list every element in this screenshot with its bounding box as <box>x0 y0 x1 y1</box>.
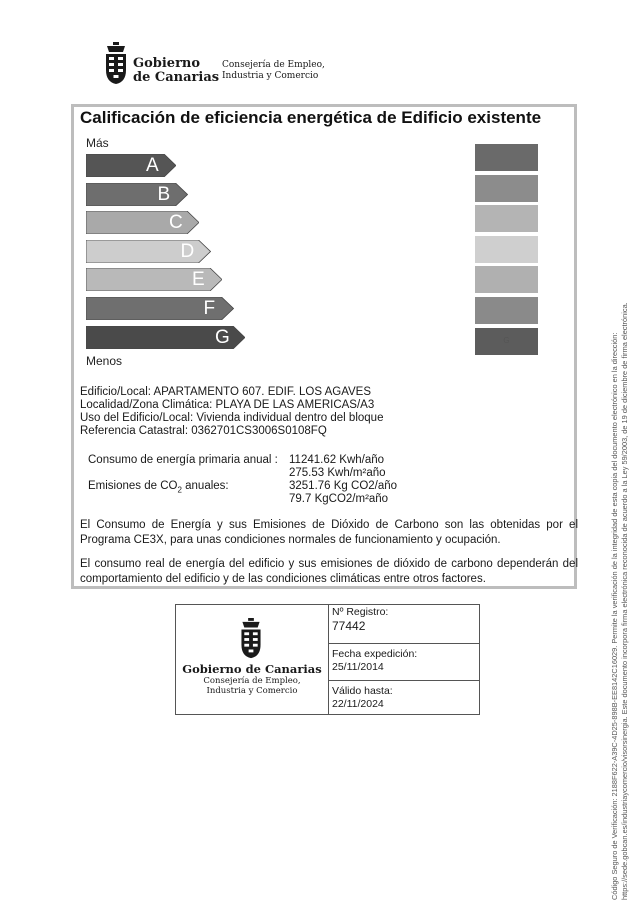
energy-grade-arrow-a <box>86 154 176 177</box>
emissions-label <box>88 479 229 497</box>
emissions-label-prefix: Emisiones de CO <box>88 480 178 492</box>
registration-dept <box>176 676 328 696</box>
expedicion-value: 25/11/2014 <box>332 661 384 673</box>
building-name: Edificio/Local: APARTAMENTO 607. EDIF. LOS AGAVES <box>80 386 372 398</box>
verification-line-2: https://sede.gobcan.es/industriaycomercio/visorsinergia. Este documento incorpora firma electrónica reconocida de acuerdo a la Ley 59/2003, de 19 de diciembre de firma electrónica. <box>619 302 629 900</box>
gobierno-name-line1: Gobierno <box>133 56 201 71</box>
building-use: Uso del Edificio/Local: Vivienda individual dentro del bloque <box>80 412 384 424</box>
consejeria-name <box>222 60 325 82</box>
rating-swatch-1 <box>475 144 538 171</box>
gobierno-canarias-crest-icon <box>104 42 128 86</box>
certificate-title: Calificación de eficiencia energética de Edificio existente <box>80 108 542 127</box>
registration-dept-line2: Industria y Comercio <box>206 686 298 696</box>
energy-grade-letter-b: B <box>157 183 171 205</box>
building-location: Localidad/Zona Climática: PLAYA DE LAS AMERICAS/A3 <box>80 399 375 411</box>
rating-swatch-6 <box>475 297 538 324</box>
energy-grade-d <box>86 240 211 263</box>
energy-consumption-total: 11241.62 Kwh/año <box>289 454 385 466</box>
consejeria-line1: Consejería de Empleo, <box>222 60 325 70</box>
energy-grade-letter-f: F <box>203 298 216 319</box>
energy-grade-b <box>86 183 188 206</box>
emissions-label-subscript: 2 <box>177 485 182 495</box>
emissions-per-m2: 79.7 KgCO2/m²año <box>289 493 389 505</box>
energy-grade-letter-d: D <box>180 240 195 262</box>
consejeria-line2: Industria y Comercio <box>222 71 319 81</box>
registro-label: Nº Registro: <box>332 606 389 618</box>
registration-row-divider-2 <box>328 680 480 681</box>
gobierno-name-line2: de Canarias <box>133 70 220 85</box>
registration-dept-line1: Consejería de Empleo, <box>203 676 301 686</box>
cadastral-reference: Referencia Catastral: 0362701CS3006S0108FQ <box>80 425 327 437</box>
energy-grade-e <box>86 268 222 291</box>
verification-line-1: Código Seguro de Verificación: 2188F622-A39C-4D25-898B-EE8142C16029. Permite la verificación de la integridad de esta copia del documento electrónico en la dirección: <box>610 332 619 900</box>
disclaimer-paragraph-2: El consumo real de energía del edificio y sus emisiones de dióxido de carbono dependerán del comportamiento del edificio y de las condiciones climáticas entre otros factores. <box>80 558 578 585</box>
registration-crest-icon <box>239 618 263 660</box>
scale-more-label: Más <box>86 136 109 150</box>
energy-consumption-label: Consumo de energía primaria anual : <box>88 454 278 466</box>
rating-swatch-7 <box>475 328 538 355</box>
energy-grade-arrow-b <box>86 183 188 206</box>
emissions-total: 3251.76 Kg CO2/año <box>289 480 398 492</box>
gobierno-name <box>133 57 219 85</box>
emissions-label-suffix: anuales: <box>181 480 229 492</box>
registration-row-divider-1 <box>328 643 480 644</box>
registration-divider <box>328 604 329 715</box>
energy-consumption-per-m2: 275.53 Kwh/m²año <box>289 467 386 479</box>
verification-side-note <box>610 155 629 900</box>
registro-value: 77442 <box>332 619 366 633</box>
energy-grade-f <box>86 297 234 320</box>
energy-grade-letter-e: E <box>192 269 205 291</box>
rating-swatch-3 <box>475 205 538 232</box>
energy-grade-g <box>86 326 245 349</box>
rating-result-letter: G <box>503 335 510 345</box>
valido-value: 22/11/2024 <box>332 698 384 710</box>
energy-grade-letter-g: G <box>215 326 230 348</box>
energy-grade-a <box>86 154 176 177</box>
scale-less-label: Menos <box>86 354 123 368</box>
energy-grade-letter-a: A <box>146 155 159 176</box>
valido-label: Válido hasta: <box>332 685 393 697</box>
expedicion-label: Fecha expedición: <box>332 648 418 660</box>
disclaimer-paragraph-1: El Consumo de Energía y sus Emisiones de Dióxido de Carbono son las obtenidas por el Programa CE3X, para unas condiciones normales de funcionamiento y ocupación. <box>80 519 578 546</box>
energy-grade-letter-c: C <box>169 212 183 234</box>
rating-swatch-4 <box>475 236 538 263</box>
rating-swatch-5 <box>475 266 538 293</box>
registration-gov-name: Gobierno de Canarias <box>182 662 322 676</box>
energy-grade-c <box>86 211 199 234</box>
rating-swatch-2 <box>475 175 538 202</box>
